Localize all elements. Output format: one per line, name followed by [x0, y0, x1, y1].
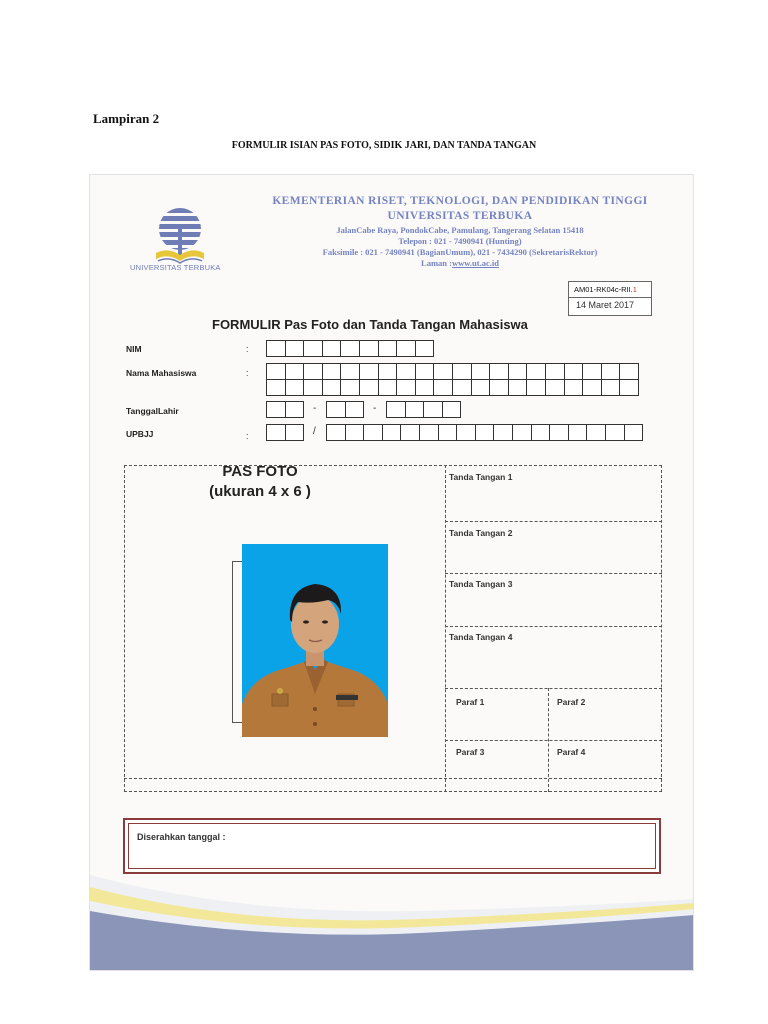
char-cell[interactable]: [526, 363, 546, 380]
char-cell[interactable]: [433, 363, 453, 380]
char-cell[interactable]: [531, 424, 551, 441]
char-cell[interactable]: [266, 363, 286, 380]
char-cell[interactable]: [582, 363, 602, 380]
char-cell[interactable]: [303, 363, 323, 380]
diserahkan-inner-border: [128, 823, 656, 869]
char-cell[interactable]: [619, 363, 639, 380]
nama-input-row-2[interactable]: [266, 379, 638, 396]
paraf-1-label: Paraf 1: [456, 697, 485, 707]
char-cell[interactable]: [456, 424, 476, 441]
paraf-2-label: Paraf 2: [557, 697, 586, 707]
diserahkan-label: Diserahkan tanggal :: [137, 832, 226, 842]
char-cell[interactable]: [433, 379, 453, 396]
document-code-box: [568, 281, 652, 316]
char-cell[interactable]: [326, 424, 346, 441]
char-cell[interactable]: [285, 379, 305, 396]
char-cell[interactable]: [378, 379, 398, 396]
char-cell[interactable]: [266, 340, 286, 357]
upbjj-name-cells[interactable]: [326, 424, 642, 441]
tanda-tangan-4-label: Tanda Tangan 4: [449, 632, 513, 642]
char-cell[interactable]: [396, 379, 416, 396]
char-cell[interactable]: [508, 363, 528, 380]
char-cell[interactable]: [340, 379, 360, 396]
char-cell[interactable]: [382, 424, 402, 441]
upbjj-code-cells[interactable]: [266, 424, 303, 441]
upbjj-slash: /: [313, 426, 316, 437]
tanda-tangan-1-label: Tanda Tangan 1: [449, 472, 513, 482]
form-title: FORMULIR Pas Foto dan Tanda Tangan Mahasiswa: [212, 317, 528, 332]
document-title: FORMULIR ISIAN PAS FOTO, SIDIK JARI, DAN TANDA TANGAN: [231, 140, 537, 151]
char-cell[interactable]: [619, 379, 639, 396]
char-cell[interactable]: [624, 424, 644, 441]
student-photo: [242, 544, 388, 737]
char-cell[interactable]: [564, 363, 584, 380]
char-cell[interactable]: [285, 340, 305, 357]
char-cell[interactable]: [438, 424, 458, 441]
char-cell[interactable]: [322, 340, 342, 357]
date-separator-2: -: [373, 403, 377, 414]
char-cell[interactable]: [545, 379, 565, 396]
sig-divider-2: [445, 573, 662, 574]
char-cell[interactable]: [568, 424, 588, 441]
website-link[interactable]: www.ut.ac.id: [451, 258, 499, 268]
char-cell[interactable]: [363, 424, 383, 441]
char-cell[interactable]: [442, 401, 462, 418]
nama-label: Nama Mahasiswa: [126, 368, 197, 378]
char-cell[interactable]: [419, 424, 439, 441]
nama-input-row-1[interactable]: [266, 363, 638, 380]
char-cell[interactable]: [285, 424, 305, 441]
tanda-tangan-3-label: Tanda Tangan 3: [449, 579, 513, 589]
char-cell[interactable]: [378, 340, 398, 357]
char-cell[interactable]: [601, 379, 621, 396]
logo-text: UNIVERSITAS TERBUKA: [130, 263, 221, 272]
footer-wave: [90, 865, 694, 971]
char-cell[interactable]: [285, 363, 305, 380]
char-cell[interactable]: [400, 424, 420, 441]
upbjj-colon: :: [246, 431, 249, 441]
char-cell[interactable]: [326, 401, 346, 418]
document-number: AM01-RK04c-RII.1: [569, 282, 651, 298]
char-cell[interactable]: [266, 424, 286, 441]
nim-colon: :: [246, 344, 249, 354]
upbjj-label: UPBJJ: [126, 429, 154, 439]
char-cell[interactable]: [345, 424, 365, 441]
char-cell[interactable]: [508, 379, 528, 396]
paraf-4-label: Paraf 4: [557, 747, 586, 757]
char-cell[interactable]: [471, 363, 491, 380]
char-cell[interactable]: [415, 379, 435, 396]
form-sheet: [89, 174, 694, 971]
nim-label: NIM: [126, 344, 142, 354]
nim-input-cells[interactable]: [266, 340, 433, 357]
pas-foto-heading: PAS FOTO (ukuran 4 x 6 ): [209, 463, 311, 500]
date-separator-1: -: [313, 403, 317, 414]
photo-bracket: [232, 561, 242, 723]
char-cell[interactable]: [452, 379, 472, 396]
char-cell[interactable]: [378, 363, 398, 380]
char-cell[interactable]: [423, 401, 443, 418]
tanggal-lahir-label: TanggalLahir: [126, 406, 179, 416]
char-cell[interactable]: [549, 424, 569, 441]
char-cell[interactable]: [564, 379, 584, 396]
char-cell[interactable]: [493, 424, 513, 441]
header-fax: Faksimile : 021 - 7490941 (BagianUmum), 021 - 7434290 (SekretarisRektor): [322, 247, 598, 257]
char-cell[interactable]: [266, 379, 286, 396]
char-cell[interactable]: [359, 363, 379, 380]
char-cell[interactable]: [512, 424, 532, 441]
header-web: Laman :www.ut.ac.id: [421, 258, 499, 268]
photo-signature-area: [124, 465, 662, 792]
area-bottom-line: [124, 778, 662, 779]
char-cell[interactable]: [415, 363, 435, 380]
char-cell[interactable]: [545, 363, 565, 380]
char-cell[interactable]: [601, 363, 621, 380]
paraf-divider: [548, 688, 549, 792]
header-university: UNIVERSITAS TERBUKA: [387, 210, 533, 222]
char-cell[interactable]: [415, 340, 435, 357]
char-cell[interactable]: [285, 401, 305, 418]
sig-divider-5: [445, 740, 662, 741]
char-cell[interactable]: [386, 401, 406, 418]
tanggal-day-cells[interactable]: [266, 401, 303, 418]
sig-divider-3: [445, 626, 662, 627]
char-cell[interactable]: [266, 401, 286, 418]
char-cell[interactable]: [340, 363, 360, 380]
char-cell[interactable]: [452, 363, 472, 380]
char-cell[interactable]: [396, 340, 416, 357]
char-cell[interactable]: [345, 401, 365, 418]
char-cell[interactable]: [526, 379, 546, 396]
char-cell[interactable]: [359, 340, 379, 357]
char-cell[interactable]: [303, 340, 323, 357]
lampiran-label: Lampiran 2: [93, 111, 160, 126]
nama-colon: :: [246, 368, 249, 378]
char-cell[interactable]: [303, 379, 323, 396]
char-cell[interactable]: [340, 340, 360, 357]
char-cell[interactable]: [489, 363, 509, 380]
char-cell[interactable]: [475, 424, 495, 441]
document-date: 14 Maret 2017: [576, 300, 635, 310]
sig-divider-4: [445, 688, 662, 689]
char-cell[interactable]: [359, 379, 379, 396]
char-cell[interactable]: [396, 363, 416, 380]
char-cell[interactable]: [586, 424, 606, 441]
tanggal-year-cells[interactable]: [386, 401, 460, 418]
paraf-3-label: Paraf 3: [456, 747, 485, 757]
header-phone: Telepon : 021 - 7490941 (Hunting): [398, 236, 522, 246]
char-cell[interactable]: [605, 424, 625, 441]
char-cell[interactable]: [405, 401, 425, 418]
sig-divider-1: [445, 521, 662, 522]
tanda-tangan-2-label: Tanda Tangan 2: [449, 528, 513, 538]
char-cell[interactable]: [471, 379, 491, 396]
char-cell[interactable]: [322, 363, 342, 380]
header-ministry: KEMENTERIAN RISET, TEKNOLOGI, DAN PENDIDIKAN TINGGI: [272, 195, 648, 207]
char-cell[interactable]: [322, 379, 342, 396]
header-address: JalanCabe Raya, PondokCabe, Pamulang, Tangerang Selatan 15418: [336, 225, 584, 235]
tanggal-month-cells[interactable]: [326, 401, 363, 418]
area-divider: [445, 465, 446, 792]
char-cell[interactable]: [582, 379, 602, 396]
char-cell[interactable]: [489, 379, 509, 396]
